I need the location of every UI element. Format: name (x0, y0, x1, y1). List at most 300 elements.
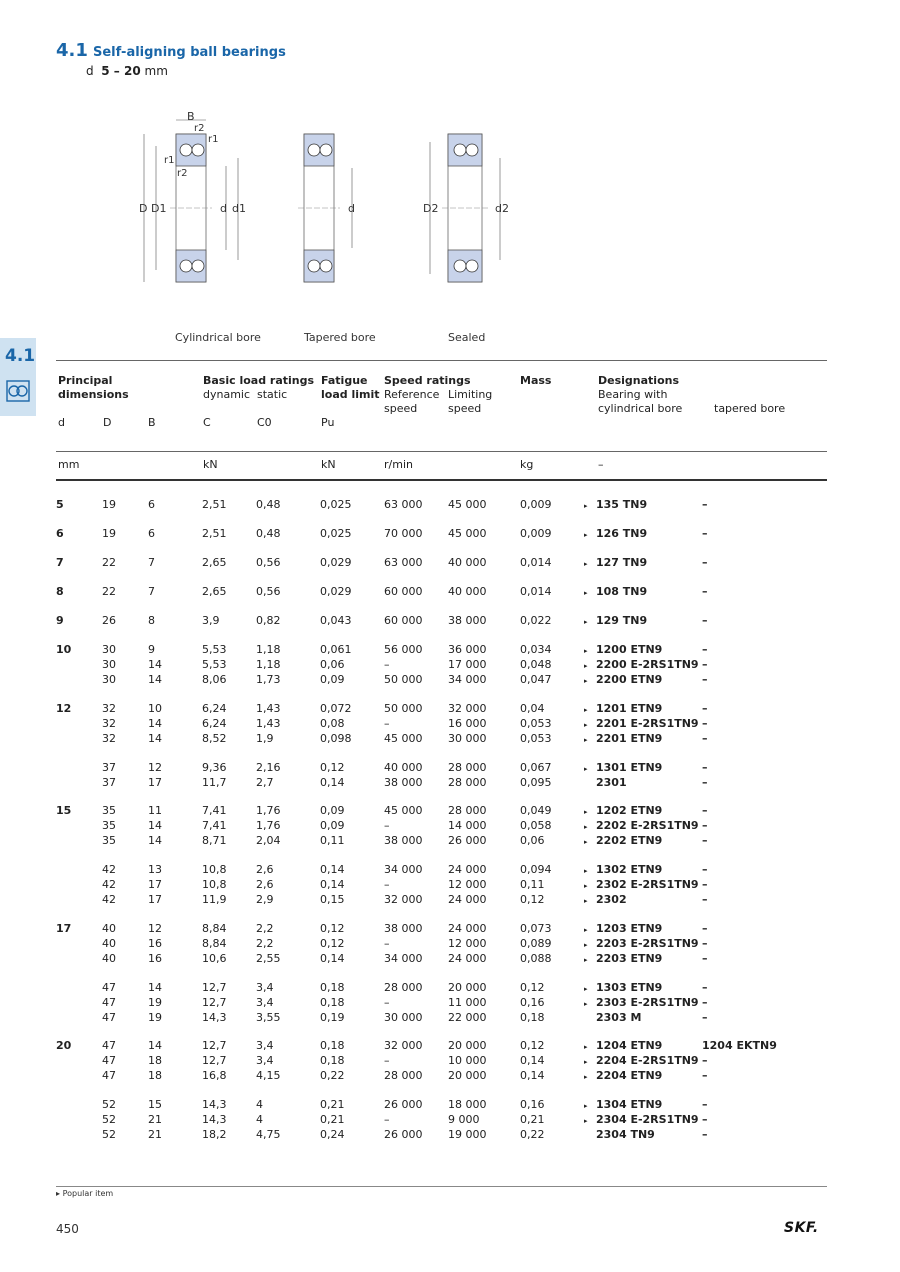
cell-designation (584, 1054, 702, 1069)
row-spacer-cell (56, 688, 777, 702)
cell-mass: 0,073 (520, 922, 552, 935)
cell-lim: 28 000 (448, 776, 487, 789)
cell-b: 21 (148, 1128, 162, 1141)
cell-lim: 36 000 (448, 643, 487, 656)
cell-b: 11 (148, 804, 162, 817)
popular-marker-icon: ▸ (584, 1073, 588, 1081)
table-row (56, 937, 777, 952)
cell-tapered: – (702, 863, 708, 876)
cell-designation (584, 996, 702, 1011)
cell-d: 30 (102, 643, 116, 656)
table-row (56, 673, 777, 688)
cell-lim: 16 000 (448, 717, 487, 730)
cell-d (56, 834, 102, 849)
cell-d: 19 (102, 498, 116, 511)
sym-Pu: Pu (321, 416, 335, 429)
cell-c: 2,51 (202, 498, 227, 511)
cell-lim: 45 000 (448, 527, 487, 540)
cell-d: 47 (102, 1069, 116, 1082)
cell-d (56, 732, 102, 747)
cell-tapered: – (702, 614, 708, 627)
table-row (56, 952, 777, 967)
cell-ref: 50 000 (384, 673, 423, 686)
cell-c0: 2,16 (256, 761, 281, 774)
cell-lim: 24 000 (448, 922, 487, 935)
cell-designation (584, 673, 702, 688)
cell-ref: – (384, 1054, 390, 1067)
cell-lim: 17 000 (448, 658, 487, 671)
cell-b: 16 (148, 937, 162, 950)
designation-text: 1200 ETN9 (596, 643, 663, 656)
cell-c0: 3,4 (256, 996, 274, 1009)
cell-c0: 0,48 (256, 498, 281, 511)
table-row (56, 498, 777, 513)
cell-designation (584, 922, 702, 937)
table-row (56, 863, 777, 878)
cell-d: 32 (102, 732, 116, 745)
cell-tapered: – (702, 776, 708, 789)
cell-lim: 24 000 (448, 952, 487, 965)
bearing-table (56, 498, 777, 1142)
cell-c: 12,7 (202, 1039, 227, 1052)
cell-c: 2,65 (202, 585, 227, 598)
cell-d: 17 (56, 922, 72, 935)
cell-c0: 3,4 (256, 981, 274, 994)
cell-tapered: – (702, 527, 708, 540)
cell-c0: 2,6 (256, 863, 274, 876)
table-row (56, 1128, 777, 1142)
designation-text: 2204 E-2RS1TN9 (596, 1054, 699, 1067)
cell-mass: 0,088 (520, 952, 552, 965)
designation-text: 129 TN9 (596, 614, 648, 627)
cell-c: 11,7 (202, 776, 227, 789)
cell-ref: 70 000 (384, 527, 423, 540)
cell-pu: 0,18 (320, 1054, 345, 1067)
cell-d: 19 (102, 527, 116, 540)
popular-marker-icon: ▸ (584, 985, 588, 993)
cell-b: 6 (148, 498, 155, 511)
designation-text: 2200 ETN9 (596, 673, 663, 686)
cell-d: 47 (102, 1054, 116, 1067)
cell-lim: 26 000 (448, 834, 487, 847)
section-title: Self-aligning ball bearings (92, 45, 286, 60)
cell-pu: 0,029 (320, 585, 352, 598)
cell-lim: 9 000 (448, 1113, 480, 1126)
cell-pu: 0,12 (320, 937, 345, 950)
cell-b: 12 (148, 761, 162, 774)
bearing-table-body (56, 498, 777, 1142)
cell-ref: 38 000 (384, 922, 423, 935)
cell-c0: 2,9 (256, 893, 274, 906)
cell-mass: 0,12 (520, 981, 545, 994)
cell-b: 9 (148, 643, 155, 656)
header-mid-rule (56, 451, 827, 452)
cell-mass: 0,014 (520, 585, 552, 598)
cell-mass: 0,014 (520, 556, 552, 569)
cell-lim: 40 000 (448, 556, 487, 569)
cell-designation (584, 1069, 702, 1084)
range-unit: mm (144, 64, 168, 78)
cell-pu: 0,09 (320, 804, 345, 817)
cell-d (56, 952, 102, 967)
cell-b: 7 (148, 585, 155, 598)
cell-d: 42 (102, 863, 116, 876)
cell-designation (584, 1039, 702, 1054)
cell-lim: 10 000 (448, 1054, 487, 1067)
cell-pu: 0,09 (320, 673, 345, 686)
cell-designation (584, 1113, 702, 1128)
cell-designation (584, 819, 702, 834)
cell-c: 16,8 (202, 1069, 227, 1082)
cell-d (56, 1113, 102, 1128)
cell-d: 40 (102, 922, 116, 935)
sym-B: B (148, 416, 156, 429)
cell-d: 7 (56, 556, 64, 569)
row-spacer-cell (56, 790, 777, 804)
cell-pu: 0,11 (320, 834, 345, 847)
cell-lim: 20 000 (448, 1039, 487, 1052)
cell-pu: 0,14 (320, 952, 345, 965)
cell-tapered: – (702, 819, 708, 832)
cell-d (56, 996, 102, 1011)
cell-ref: – (384, 937, 390, 950)
cell-mass: 0,16 (520, 996, 545, 1009)
cell-c: 5,53 (202, 643, 227, 656)
cell-designation (584, 863, 702, 878)
designation-text: 1304 ETN9 (596, 1098, 663, 1111)
cell-pu: 0,12 (320, 922, 345, 935)
cell-ref: 45 000 (384, 804, 423, 817)
row-spacer (56, 513, 777, 527)
unit-mm: mm (58, 458, 80, 471)
cell-c: 14,3 (202, 1098, 227, 1111)
designation-text: 2203 E-2RS1TN9 (596, 937, 699, 950)
table-row (56, 585, 777, 600)
popular-marker-icon: ▸ (584, 926, 588, 934)
table-row (56, 761, 777, 776)
footer-rule (56, 1186, 827, 1187)
cell-d: 30 (102, 673, 116, 686)
cell-d (56, 937, 102, 952)
cell-c: 8,84 (202, 937, 227, 950)
cell-pu: 0,09 (320, 819, 345, 832)
popular-marker-icon: ▸ (584, 560, 588, 568)
cell-mass: 0,18 (520, 1011, 545, 1024)
cell-designation (584, 1011, 702, 1025)
cell-ref: 56 000 (384, 643, 423, 656)
cell-tapered: – (702, 717, 708, 730)
cell-mass: 0,089 (520, 937, 552, 950)
designation-text: 2303 E-2RS1TN9 (596, 996, 699, 1009)
cell-mass: 0,048 (520, 658, 552, 671)
cell-lim: 12 000 (448, 937, 487, 950)
cell-d: 40 (102, 952, 116, 965)
cell-lim: 24 000 (448, 863, 487, 876)
cell-c: 6,24 (202, 717, 227, 730)
label-D1: D1 (151, 202, 167, 215)
cell-mass: 0,14 (520, 1054, 545, 1067)
cell-tapered: 1204 EKTN9 (702, 1039, 777, 1052)
designation-text: 1203 ETN9 (596, 922, 663, 935)
cell-c: 7,41 (202, 804, 227, 817)
cell-mass: 0,11 (520, 878, 545, 891)
cell-ref: 45 000 (384, 732, 423, 745)
cell-c: 8,71 (202, 834, 227, 847)
designation-text: 2200 E-2RS1TN9 (596, 658, 699, 671)
col-basic-load-ratings: Basic load ratings (203, 374, 315, 387)
cell-b: 18 (148, 1069, 162, 1082)
cell-d (56, 717, 102, 732)
cell-d: 52 (102, 1113, 116, 1126)
cell-pu: 0,029 (320, 556, 352, 569)
table-row (56, 1113, 777, 1128)
cell-ref: 40 000 (384, 761, 423, 774)
cell-c0: 1,18 (256, 658, 281, 671)
table-row (56, 614, 777, 629)
table-row (56, 893, 777, 908)
cell-d: 40 (102, 937, 116, 950)
row-spacer (56, 688, 777, 702)
cell-designation (584, 527, 702, 542)
cell-c0: 2,2 (256, 922, 274, 935)
page-number: 450 (56, 1222, 79, 1236)
cell-d (56, 893, 102, 908)
unit-kg: kg (520, 458, 534, 471)
cell-designation (584, 585, 702, 600)
cell-b: 15 (148, 1098, 162, 1111)
cell-pu: 0,18 (320, 1039, 345, 1052)
cell-lim: 34 000 (448, 673, 487, 686)
cell-b: 14 (148, 1039, 162, 1052)
designation-text: 1202 ETN9 (596, 804, 663, 817)
cell-d: 9 (56, 614, 64, 627)
popular-marker-icon: ▸ (584, 706, 588, 714)
designation-text: 2302 E-2RS1TN9 (596, 878, 699, 891)
col-fatigue-load-limit: Fatigue load limit (321, 374, 380, 401)
popular-marker-icon: ▸ (584, 502, 588, 510)
cell-lim: 12 000 (448, 878, 487, 891)
skf-logo: SKF. (784, 1220, 819, 1236)
cell-pu: 0,15 (320, 893, 345, 906)
cell-d (56, 658, 102, 673)
popular-marker-icon: ▸ (584, 1102, 588, 1110)
cell-d (56, 1069, 102, 1084)
cell-d: 20 (56, 1039, 72, 1052)
cell-ref: 38 000 (384, 834, 423, 847)
cell-designation (584, 498, 702, 513)
col-tapered-bore: tapered bore (714, 402, 786, 415)
table-row (56, 732, 777, 747)
row-spacer-cell (56, 513, 777, 527)
cell-c0: 4,75 (256, 1128, 281, 1141)
header-top-rule (56, 360, 827, 361)
chapter-tab-label: 4.1 (5, 346, 36, 366)
designation-text: 2302 (596, 893, 627, 906)
label-r1-left: r1 (164, 155, 175, 166)
popular-marker-icon: ▸ (584, 662, 588, 670)
cell-d (56, 1128, 102, 1142)
header-bottom-rule (56, 479, 827, 481)
cell-lim: 11 000 (448, 996, 487, 1009)
cell-c: 2,65 (202, 556, 227, 569)
label-r2-top: r2 (194, 123, 205, 134)
popular-marker-icon: ▸ (584, 765, 588, 773)
cell-pu: 0,025 (320, 498, 352, 511)
designation-text: 2304 E-2RS1TN9 (596, 1113, 699, 1126)
cell-c: 14,3 (202, 1113, 227, 1126)
row-spacer (56, 747, 777, 761)
table-row (56, 922, 777, 937)
table-row (56, 1011, 777, 1025)
cell-d: 15 (56, 804, 72, 817)
popular-marker-icon: ▸ (56, 1189, 61, 1198)
cell-designation (584, 732, 702, 747)
cell-c0: 2,6 (256, 878, 274, 891)
cell-lim: 24 000 (448, 893, 487, 906)
range-prefix: d (86, 64, 94, 78)
cell-designation (584, 981, 702, 996)
designation-text: 127 TN9 (596, 556, 648, 569)
sealed-drawing (430, 134, 500, 282)
cell-c: 10,8 (202, 878, 227, 891)
cell-ref: 30 000 (384, 1011, 423, 1024)
cell-tapered: – (702, 658, 708, 671)
popular-marker-icon: ▸ (584, 1117, 588, 1125)
cell-b: 8 (148, 614, 155, 627)
row-spacer (56, 600, 777, 614)
cell-b: 16 (148, 952, 162, 965)
cell-b: 14 (148, 981, 162, 994)
row-spacer (56, 1084, 777, 1098)
cell-c: 10,8 (202, 863, 227, 876)
cell-d: 47 (102, 981, 116, 994)
chapter-tab[interactable] (0, 338, 36, 416)
popular-marker-icon: ▸ (584, 838, 588, 846)
cell-tapered: – (702, 996, 708, 1009)
cell-pu: 0,18 (320, 996, 345, 1009)
cell-tapered: – (702, 878, 708, 891)
cell-c: 2,51 (202, 527, 227, 540)
cell-designation (584, 776, 702, 790)
row-spacer-cell (56, 629, 777, 643)
popular-marker-icon: ▸ (584, 897, 588, 905)
cell-mass: 0,049 (520, 804, 552, 817)
designation-text: 1303 ETN9 (596, 981, 663, 994)
cell-c0: 1,76 (256, 819, 281, 832)
label-d: d (220, 202, 227, 215)
row-spacer (56, 908, 777, 922)
designation-text: 2201 E-2RS1TN9 (596, 717, 699, 730)
designation-text: 1201 ETN9 (596, 702, 663, 715)
cell-mass: 0,034 (520, 643, 552, 656)
popular-marker-icon: ▸ (584, 618, 588, 626)
cell-pu: 0,18 (320, 981, 345, 994)
cell-b: 14 (148, 732, 162, 745)
cell-d: 22 (102, 585, 116, 598)
cell-d: 10 (56, 643, 72, 656)
cell-d (56, 878, 102, 893)
caption-tapered-bore: Tapered bore (304, 331, 376, 344)
cell-lim: 22 000 (448, 1011, 487, 1024)
designation-text: 2204 ETN9 (596, 1069, 663, 1082)
cell-pu: 0,043 (320, 614, 352, 627)
popular-marker-icon: ▸ (584, 956, 588, 964)
row-spacer (56, 571, 777, 585)
cell-pu: 0,06 (320, 658, 345, 671)
col-static: static (257, 388, 288, 401)
cell-ref: – (384, 996, 390, 1009)
cell-d (56, 673, 102, 688)
row-spacer-cell (56, 747, 777, 761)
popular-marker-icon: ▸ (584, 721, 588, 729)
popular-marker-icon: ▸ (584, 531, 588, 539)
cell-mass: 0,22 (520, 1128, 545, 1141)
cell-ref: – (384, 1113, 390, 1126)
row-spacer-cell (56, 600, 777, 614)
popular-marker-icon: ▸ (584, 808, 588, 816)
cell-designation (584, 878, 702, 893)
sym-C: C (203, 416, 211, 429)
cell-pu: 0,061 (320, 643, 352, 656)
col-dynamic: dynamic (203, 388, 251, 401)
cell-c0: 0,56 (256, 585, 281, 598)
cell-pu: 0,24 (320, 1128, 345, 1141)
cell-lim: 19 000 (448, 1128, 487, 1141)
cell-c: 18,2 (202, 1128, 227, 1141)
cell-d: 5 (56, 498, 64, 511)
cell-mass: 0,047 (520, 673, 552, 686)
cell-d: 30 (102, 658, 116, 671)
cell-lim: 45 000 (448, 498, 487, 511)
cell-mass: 0,04 (520, 702, 545, 715)
cell-c: 3,9 (202, 614, 220, 627)
popular-marker-icon: ▸ (584, 882, 588, 890)
cell-lim: 18 000 (448, 1098, 487, 1111)
cell-mass: 0,21 (520, 1113, 545, 1126)
cell-mass: 0,094 (520, 863, 552, 876)
cell-b: 17 (148, 776, 162, 789)
cell-d: 47 (102, 1039, 116, 1052)
table-row (56, 556, 777, 571)
cell-tapered: – (702, 585, 708, 598)
designation-text: 2303 M (596, 1011, 642, 1024)
cell-b: 10 (148, 702, 162, 715)
cell-mass: 0,009 (520, 498, 552, 511)
cell-c: 9,36 (202, 761, 227, 774)
cell-d (56, 819, 102, 834)
sym-d: d (58, 416, 65, 429)
cell-pu: 0,21 (320, 1098, 345, 1111)
cell-pu: 0,12 (320, 761, 345, 774)
table-row (56, 804, 777, 819)
cell-d: 8 (56, 585, 64, 598)
cell-c0: 1,73 (256, 673, 281, 686)
cell-c0: 1,9 (256, 732, 274, 745)
row-spacer (56, 1025, 777, 1039)
row-spacer-cell (56, 542, 777, 556)
designation-text: 2301 (596, 776, 627, 789)
range-value: 5 – 20 (101, 64, 141, 78)
cell-c: 8,84 (202, 922, 227, 935)
table-row (56, 527, 777, 542)
cell-ref: 32 000 (384, 1039, 423, 1052)
unit-designation: – (598, 458, 604, 471)
cell-ref: – (384, 717, 390, 730)
cell-ref: 60 000 (384, 585, 423, 598)
cell-tapered: – (702, 1098, 708, 1111)
popular-marker-icon: ▸ (584, 823, 588, 831)
cell-c0: 1,43 (256, 717, 281, 730)
